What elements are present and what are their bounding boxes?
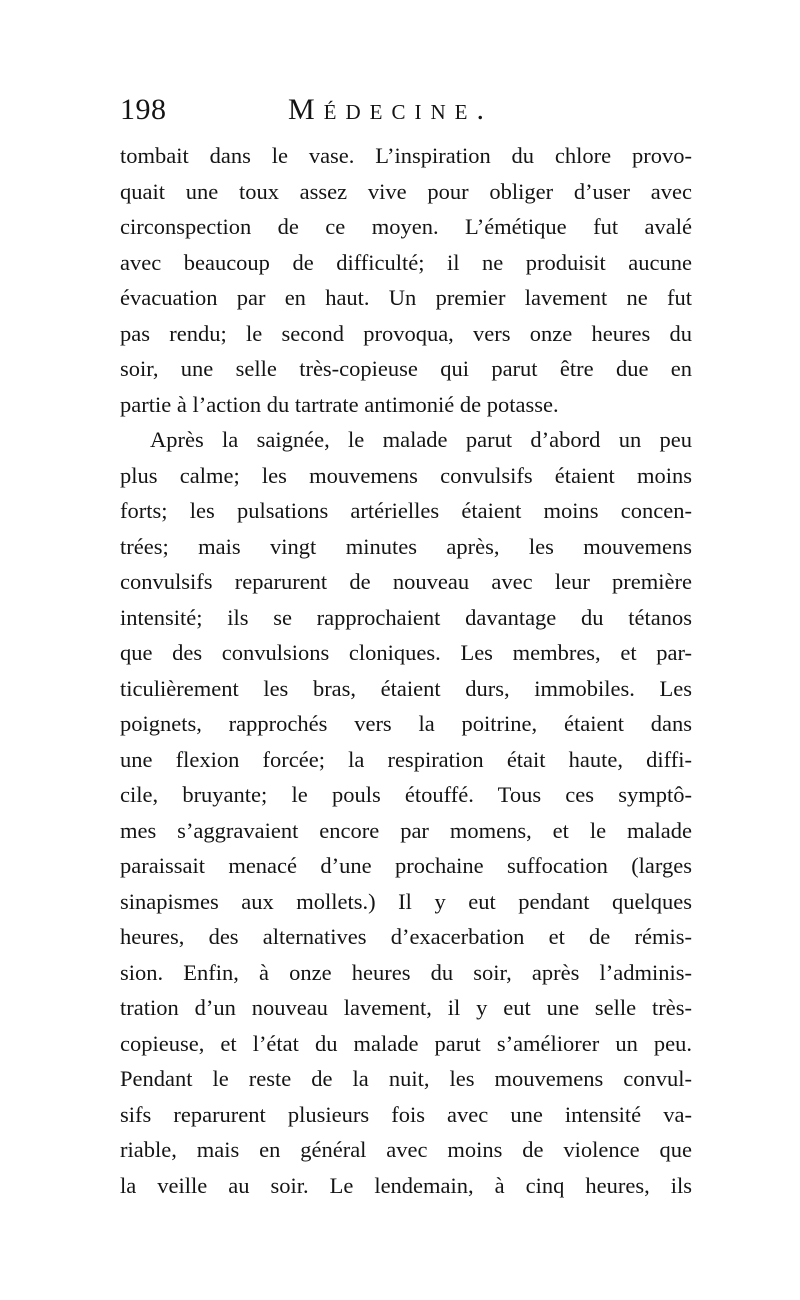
page-number: 198 [120, 93, 167, 126]
text-line: partie à l’action du tartrate antimonié de potasse. [120, 391, 559, 417]
text-line: tration d’un nouveau lavement, il y eut une selle très- [120, 995, 692, 1020]
text-line: sifs reparurent plusieurs fois avec une intensité va- [120, 1101, 692, 1127]
text-line: riable, mais en général avec moins de violence que [120, 1137, 692, 1162]
text-line: pas rendu; le second provoqua, vers onze heures du [120, 320, 692, 346]
text-line: ticulièrement les bras, étaient durs, immobiles. Les [120, 675, 692, 701]
text-line: une flexion forcée; la respiration était haute, diffi- [120, 746, 692, 772]
text-line: Pendant le reste de la nuit, les mouvemens convul- [120, 1066, 692, 1091]
text-line: quait une toux assez vive pour obliger d’user avec [120, 178, 692, 204]
text-line: mes s’aggravaient encore par momens, et le malade [120, 817, 692, 843]
text-line: tombait dans le vase. L’inspiration du chlore provo- [120, 143, 692, 168]
text-line: la veille au soir. Le lendemain, à cinq heures, ils [120, 1172, 692, 1198]
text-line: que des convulsions cloniques. Les membres, et par- [120, 640, 692, 665]
text-line: circonspection de ce moyen. L’émétique fut avalé [120, 214, 692, 239]
paragraph-first-line: Après la saignée, le malade parut d’abord un peu [150, 427, 692, 452]
body-text [120, 138, 692, 1203]
text-line: poignets, rapprochés vers la poitrine, étaient dans [120, 711, 692, 736]
text-line: intensité; ils se rapprochaient davantage du tétanos [120, 604, 692, 630]
text-line: sinapismes aux mollets.) Il y eut pendant quelques [120, 888, 692, 914]
text-line: trées; mais vingt minutes après, les mouvemens [120, 533, 692, 559]
text-line: paraissait menacé d’une prochaine suffocation (larges [120, 853, 692, 878]
text-line: sion. Enfin, à onze heures du soir, après l’adminis- [120, 959, 692, 985]
text-line: copieuse, et l’état du malade parut s’améliorer un peu. [120, 1030, 692, 1056]
text-line: soir, une selle très-copieuse qui parut être due en [120, 356, 692, 381]
running-title: Médecine. [288, 93, 493, 126]
text-line: heures, des alternatives d’exacerbation et de rémis- [120, 924, 692, 949]
text-line: évacuation par en haut. Un premier lavement ne fut [120, 285, 692, 310]
text-line: cile, bruyante; le pouls étouffé. Tous ces symptô- [120, 782, 692, 807]
text-line: plus calme; les mouvemens convulsifs étaient moins [120, 462, 692, 488]
page-header [120, 92, 680, 132]
text-line: forts; les pulsations artérielles étaient moins concen- [120, 498, 692, 523]
text-line: avec beaucoup de difficulté; il ne produisit aucune [120, 249, 692, 275]
text-line: convulsifs reparurent de nouveau avec leur première [120, 569, 692, 594]
